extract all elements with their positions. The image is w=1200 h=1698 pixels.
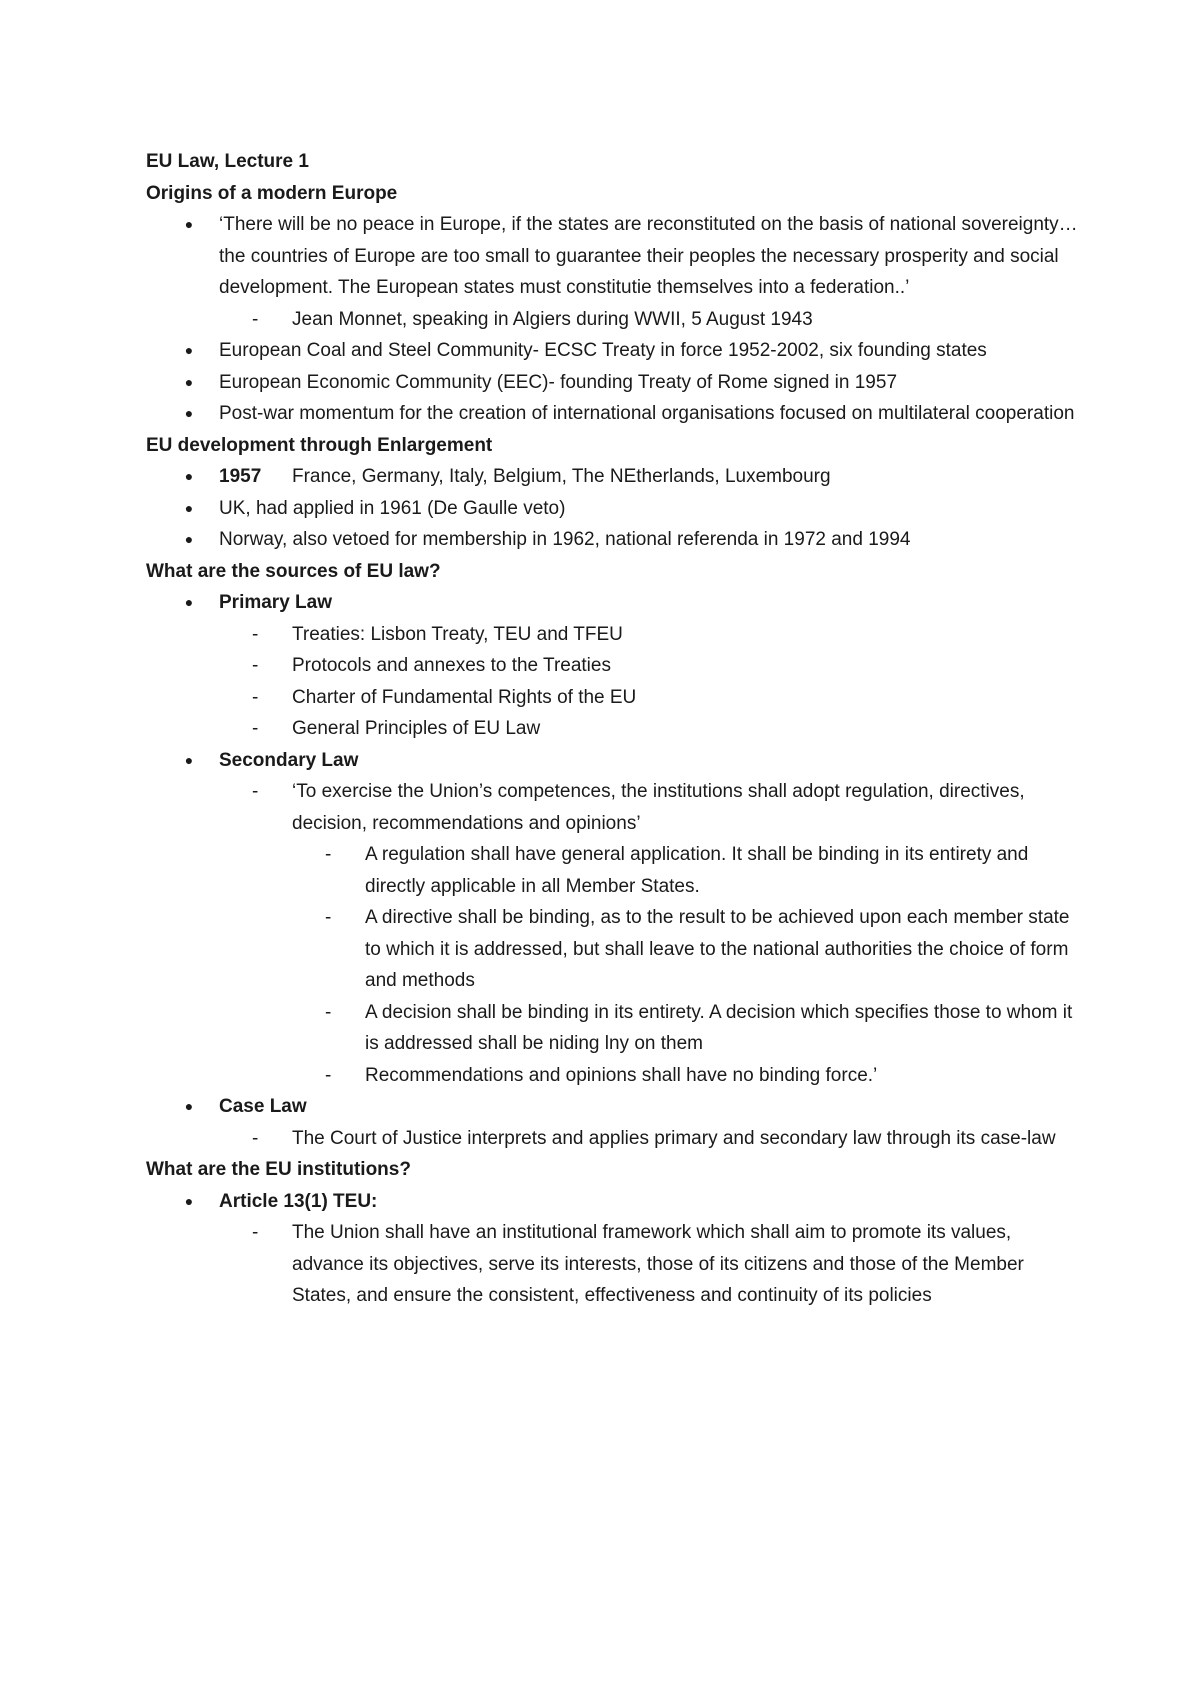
secondary-sublist bbox=[146, 839, 1086, 1091]
list-item bbox=[146, 1217, 1086, 1312]
section-heading-sources: What are the sources of EU law? bbox=[146, 560, 441, 582]
list-item bbox=[146, 902, 1086, 997]
dash-icon: - bbox=[252, 718, 259, 739]
bullet-icon: ● bbox=[184, 468, 194, 484]
dash-icon: - bbox=[325, 1001, 332, 1023]
primary-item: General Principles of EU Law bbox=[292, 718, 541, 739]
bullet-icon: ● bbox=[184, 751, 194, 768]
case-law-list bbox=[146, 1123, 1086, 1155]
list-item bbox=[146, 524, 1086, 556]
list-item bbox=[146, 619, 1086, 651]
bullet-icon: ● bbox=[184, 1192, 194, 1209]
bullet-icon: ● bbox=[184, 1098, 194, 1114]
primary-item: Protocols and annexes to the Treaties bbox=[292, 655, 611, 676]
eec-text: European Economic Community (EEC)- founding Treaty of Rome signed in 1957 bbox=[219, 371, 898, 393]
postwar-text: Post-war momentum for the creation of international organisations focused on multilateral cooperation bbox=[219, 403, 1075, 424]
secondary-item: A directive shall be binding, as to the result to be achieved upon each member state to which it is addressed, but shall leave to the national authorities the choice of form and methods bbox=[365, 907, 1070, 991]
list-item bbox=[146, 209, 1086, 335]
list-item bbox=[146, 587, 1086, 745]
sources-list bbox=[146, 587, 1086, 1154]
norway-text: Norway, also vetoed for membership in 1962, national referenda in 1972 and 1994 bbox=[219, 529, 911, 550]
section-heading-institutions: What are the EU institutions? bbox=[146, 1159, 411, 1180]
founding-states: France, Germany, Italy, Belgium, The NEtherlands, Luxembourg bbox=[292, 466, 831, 487]
secondary-item: A decision shall be binding in its entirety. A decision which specifies those to whom it is addressed shall be niding lny on them bbox=[365, 1001, 1073, 1054]
dash-icon: - bbox=[252, 686, 259, 708]
quote-source-list bbox=[146, 304, 1086, 336]
secondary-item: Recommendations and opinions shall have no binding force.’ bbox=[365, 1064, 878, 1086]
list-item bbox=[146, 1091, 1086, 1154]
list-item bbox=[146, 493, 1086, 525]
origins-list bbox=[146, 209, 1086, 430]
list-item bbox=[146, 398, 1086, 430]
list-item bbox=[146, 335, 1086, 367]
dash-icon: - bbox=[325, 844, 332, 865]
list-item bbox=[146, 1186, 1086, 1312]
dash-icon: - bbox=[252, 308, 259, 330]
list-item bbox=[146, 776, 1086, 1091]
list-item bbox=[146, 1060, 1086, 1092]
secondary-item: A regulation shall have general application. It shall be binding in its entirety and directly applicable in all Member States. bbox=[365, 844, 1029, 897]
article-label: Article 13(1) TEU: bbox=[219, 1190, 378, 1212]
dash-icon: - bbox=[252, 623, 259, 645]
case-law-item: The Court of Justice interprets and applies primary and secondary law through its case-law bbox=[292, 1127, 1056, 1149]
institutions-list bbox=[146, 1186, 1086, 1312]
primary-item: Charter of Fundamental Rights of the EU bbox=[292, 686, 637, 708]
primary-law-label: Primary Law bbox=[219, 592, 332, 613]
dash-icon: - bbox=[252, 1222, 259, 1243]
article-list bbox=[146, 1217, 1086, 1312]
section-heading-enlargement: EU development through Enlargement bbox=[146, 434, 493, 456]
founding-year: 1957 bbox=[219, 466, 262, 487]
ecsc-text: European Coal and Steel Community- ECSC Treaty in force 1952-2002, six founding states bbox=[219, 340, 987, 361]
dash-icon: - bbox=[325, 907, 332, 928]
primary-item: Treaties: Lisbon Treaty, TEU and TFEU bbox=[292, 623, 623, 645]
article-item: The Union shall have an institutional framework which shall aim to promote its values, advance its objectives, serve its interests, those of its citizens and those of the Member States, and ensure the consistent, effectiveness and continuity of its policies bbox=[292, 1222, 1024, 1306]
case-law-label: Case Law bbox=[219, 1096, 307, 1117]
uk-text: UK, had applied in 1961 (De Gaulle veto) bbox=[219, 497, 566, 519]
bullet-icon: ● bbox=[184, 499, 194, 516]
list-item bbox=[146, 1123, 1086, 1155]
bullet-icon: ● bbox=[184, 342, 194, 358]
secondary-law-label: Secondary Law bbox=[219, 749, 359, 771]
list-item bbox=[146, 367, 1086, 399]
document-title: EU Law, Lecture 1 bbox=[146, 151, 309, 172]
section-heading-origins: Origins of a modern Europe bbox=[146, 182, 398, 204]
list-item bbox=[146, 745, 1086, 1092]
list-item bbox=[146, 839, 1086, 902]
enlargement-list bbox=[146, 461, 1086, 556]
bullet-icon: ● bbox=[184, 594, 194, 610]
bullet-icon: ● bbox=[184, 216, 194, 232]
dash-icon: - bbox=[252, 1127, 259, 1149]
bullet-icon: ● bbox=[184, 373, 194, 390]
list-item bbox=[146, 650, 1086, 682]
bullet-icon: ● bbox=[184, 405, 194, 421]
secondary-law-list bbox=[146, 776, 1086, 1091]
list-item bbox=[146, 997, 1086, 1060]
primary-law-list bbox=[146, 619, 1086, 745]
dash-icon: - bbox=[252, 655, 259, 676]
dash-icon: - bbox=[325, 1064, 332, 1086]
document-page bbox=[146, 146, 1086, 1312]
monnet-quote: ‘There will be no peace in Europe, if the states are reconstituted on the basis of national sovereignty… the countries of Europe are too small to guarantee their peoples the necessary prosperity and social development. The European states must constitutie themselves into a federation..’ bbox=[219, 214, 1078, 298]
list-item bbox=[146, 682, 1086, 714]
list-item bbox=[146, 304, 1086, 336]
secondary-quote: ‘To exercise the Union’s competences, the institutions shall adopt regulation, directives, decision, recommendations and opinions’ bbox=[292, 781, 1025, 834]
list-item bbox=[146, 713, 1086, 745]
dash-icon: - bbox=[252, 781, 259, 802]
bullet-icon: ● bbox=[184, 531, 194, 547]
list-item bbox=[146, 461, 1086, 493]
quote-source: Jean Monnet, speaking in Algiers during WWII, 5 August 1943 bbox=[292, 308, 813, 330]
